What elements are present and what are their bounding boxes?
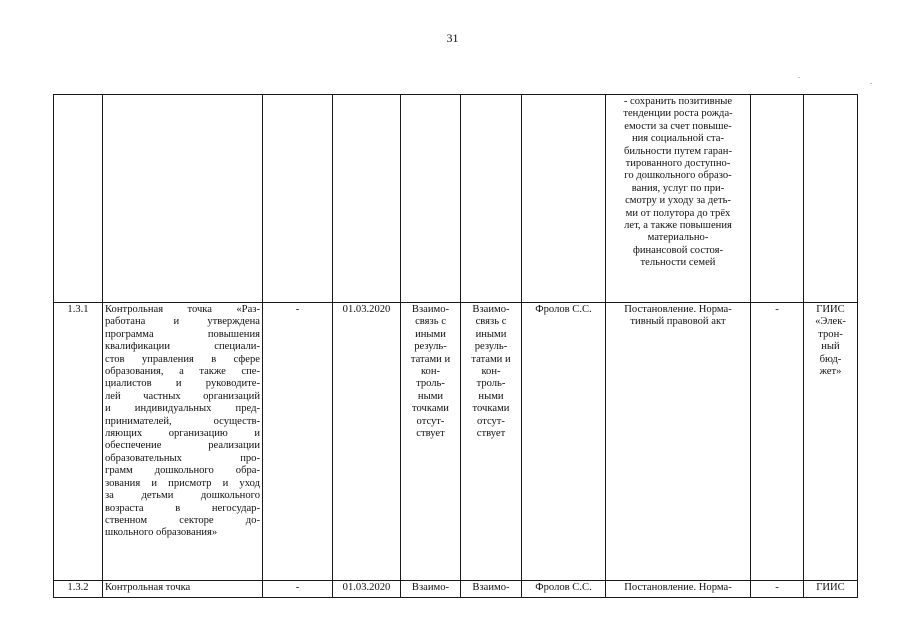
cell-end: 01.03.2020 bbox=[333, 581, 401, 598]
text-line: образовательных про- bbox=[105, 452, 260, 464]
cell-relation-1 bbox=[401, 95, 461, 303]
cell-relation-1 bbox=[401, 581, 461, 598]
cell-start bbox=[263, 95, 333, 303]
text-line: тенденции роста рожда- bbox=[623, 108, 733, 120]
text-line: резуль- bbox=[414, 341, 447, 353]
text-line: Взаимо- bbox=[472, 582, 510, 593]
cell-relation-2 bbox=[461, 303, 522, 581]
text-line: кон- bbox=[481, 366, 501, 378]
text-line: иными bbox=[415, 328, 446, 340]
text-line: Контрольная точка bbox=[105, 582, 191, 593]
text-line: троль- bbox=[476, 378, 506, 390]
text-line: жет» bbox=[819, 366, 842, 378]
text-line: ствует bbox=[476, 428, 506, 440]
text-line: грамм дошкольного обра- bbox=[105, 465, 260, 477]
page-number: 31 bbox=[446, 31, 459, 45]
text-line: кон- bbox=[420, 366, 441, 378]
text-line: программа повышения bbox=[105, 328, 260, 340]
cell-relation-1 bbox=[401, 303, 461, 581]
text-line: работана и утверждена bbox=[105, 316, 260, 328]
text-line: циалистов и руководите- bbox=[105, 378, 260, 390]
text-line: возраста в негосудар- bbox=[105, 502, 260, 514]
text-line: школьного образования» bbox=[105, 527, 218, 539]
cell-num: 1.3.1 bbox=[54, 303, 103, 581]
text-line: связь с bbox=[475, 316, 507, 328]
cell-relation-2 bbox=[461, 95, 522, 303]
cell-level: - bbox=[751, 581, 804, 598]
text-line: лей частных организаций bbox=[105, 390, 260, 402]
text-line: принимателей, осуществ- bbox=[105, 415, 260, 427]
cell-responsible: Фролов С.С. bbox=[522, 581, 606, 598]
cell-system bbox=[804, 581, 858, 598]
table-row-continuation bbox=[54, 95, 858, 303]
text-line: го дошкольного образо- bbox=[624, 170, 732, 182]
text-line: ГИИС bbox=[816, 582, 845, 593]
table-row-1-3-2 bbox=[54, 581, 858, 598]
cell-doc-type bbox=[606, 303, 751, 581]
cell-description bbox=[103, 303, 263, 581]
cell-doc-type bbox=[606, 581, 751, 598]
text-line: квалификации специали- bbox=[105, 341, 260, 353]
table-row-1-3-1 bbox=[54, 303, 858, 581]
text-line: образования, а также спе- bbox=[105, 366, 260, 378]
cell-num bbox=[54, 95, 103, 303]
cell-goals bbox=[606, 95, 751, 303]
cell-end bbox=[333, 95, 401, 303]
cell-start: - bbox=[263, 303, 333, 581]
text-line: тивный правовой акт bbox=[630, 316, 726, 328]
text-line: материально- bbox=[647, 232, 709, 244]
text-line: отсут- bbox=[477, 415, 505, 427]
text-line: ствует bbox=[416, 428, 445, 440]
cell-system bbox=[804, 303, 858, 581]
text-line: Постановление. Норма- bbox=[624, 304, 732, 315]
text-line: вания, услуг по при- bbox=[631, 182, 725, 194]
cell-level: - bbox=[751, 303, 804, 581]
text-line: финансовой состоя- bbox=[632, 244, 724, 256]
text-line: бильности путем гаран- bbox=[624, 145, 732, 157]
text-line: ГИИС bbox=[816, 304, 845, 315]
cell-description bbox=[103, 95, 263, 303]
text-line: Взаимо- bbox=[411, 304, 450, 315]
text-line: иными bbox=[475, 328, 507, 340]
text-line: ными bbox=[478, 390, 504, 402]
text-line: резуль- bbox=[474, 341, 508, 353]
text-line: бюд- bbox=[819, 353, 842, 365]
cell-responsible bbox=[522, 95, 606, 303]
cell-end: 01.03.2020 bbox=[333, 303, 401, 581]
cell-start: - bbox=[263, 581, 333, 598]
text-line: точками bbox=[412, 403, 449, 415]
cell-description bbox=[103, 581, 263, 598]
text-line: смотру и уходу за деть- bbox=[625, 195, 731, 207]
text-line: татами и bbox=[410, 353, 451, 365]
text-line: троль- bbox=[416, 378, 445, 390]
cell-num: 1.3.2 bbox=[54, 581, 103, 598]
text-line: тированного доступно- bbox=[625, 158, 731, 170]
text-line: зования и присмотр и уход bbox=[105, 477, 260, 489]
text-line: Контрольная точка «Раз- bbox=[105, 304, 260, 315]
text-line: - сохранить позитивные bbox=[623, 96, 733, 107]
text-line: ный bbox=[821, 341, 840, 353]
text-line: и индивидуальных пред- bbox=[105, 403, 260, 415]
cell-level bbox=[751, 95, 804, 303]
text-line: Взаимо- bbox=[411, 582, 450, 593]
cell-relation-2 bbox=[461, 581, 522, 598]
text-line: тельности семей bbox=[640, 257, 716, 269]
cell-responsible: Фролов С.С. bbox=[522, 303, 606, 581]
text-line: ми от полутора до трёх bbox=[625, 207, 731, 219]
text-line: татами и bbox=[471, 353, 511, 365]
text-line: Взаимо- bbox=[472, 304, 510, 315]
scan-artifact bbox=[870, 83, 872, 84]
text-line: ственном секторе до- bbox=[105, 514, 260, 526]
text-line: отсут- bbox=[416, 415, 445, 427]
text-line: ния социальной ста- bbox=[631, 133, 725, 145]
text-line: ными bbox=[417, 390, 444, 402]
text-line: лет, а также повышения bbox=[624, 220, 732, 232]
checkpoints-table bbox=[53, 94, 858, 598]
text-line: за детьми дошкольного bbox=[105, 490, 260, 502]
text-line: обеспечение реализации bbox=[105, 440, 260, 452]
text-line: Постановление. Норма- bbox=[624, 582, 732, 593]
scan-artifact bbox=[798, 77, 800, 78]
text-line: ляющих организацию и bbox=[105, 428, 260, 440]
text-line: «Элек- bbox=[815, 316, 846, 328]
text-line: точками bbox=[472, 403, 510, 415]
text-line: емости за счет повыше- bbox=[624, 120, 732, 132]
text-line: трон- bbox=[818, 328, 843, 340]
cell-system bbox=[804, 95, 858, 303]
text-line: стов управления в сфере bbox=[105, 353, 260, 365]
text-line: связь с bbox=[415, 316, 446, 328]
